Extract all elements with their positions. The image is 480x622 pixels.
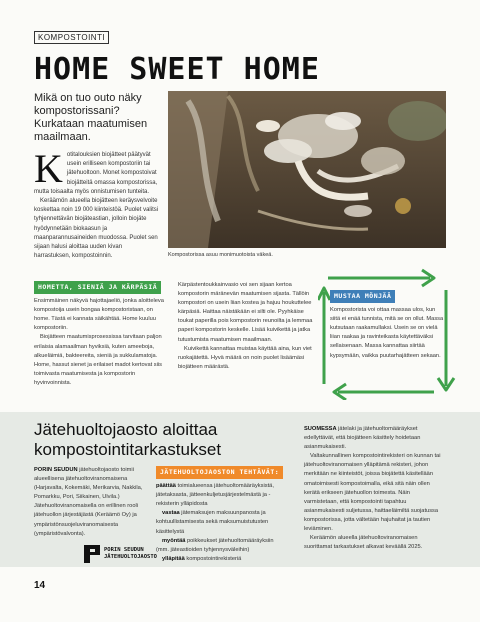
column-1-heading: HOMETTA, SIENIÄ JA KÄRPÄSIÄ <box>34 281 161 294</box>
task-2-text: jätemaksujen maksuunpanosta ja kohtuullistamisesta sekä maksumuistutusten käsittelystä <box>156 510 269 535</box>
info-column-3-p3: Keräämön alueella jätehuoltoviranomaisen suorittamat tarkastukset alkavat keväällä 2025. <box>304 535 423 551</box>
info-column-2 <box>156 466 284 564</box>
task-4-text: kompostointirekisteriä <box>184 555 242 562</box>
info-column-3-p1: jätelaki ja jätehuoltomääräykset edellyttävät, että biojätteen käsittely hoidetaan asianmukaisesti. <box>304 426 421 451</box>
column-2 <box>178 281 314 372</box>
logo-line-1: PORIN SEUDUN <box>104 547 144 553</box>
task-1-verb: päättää <box>156 483 176 490</box>
info-column-3-p2: Valtakunnallinen kompostointirekisteri on kunnan tai jätehuoltoviranomaisen ylläpitämä rekisteri, johon merkitään ne kiinteistöt, joissa biojätettä käsitellään omatoimisesti kompostoimalla, eikä sitä näin ollen kerätä erikseen jätehuollon toimesta. Näin varmistetaan, että kompostointi tapahtuu asianmukaisesti suljetussa, haittaeläimiltä suojatussa kompostorissa, jotta vältetään hajuhaitat ja tautien leviäminen. <box>304 453 441 533</box>
article-title: HOME SWEET HOME <box>34 52 320 87</box>
logo-mark-icon <box>84 545 100 563</box>
column-1-paragraph-2: Biojätteen maatumisprosessissa tarvitaan paljon erilaisia alamaailman hyviksiä, kuten ameeboja, alkueläimiä, bakteereita, sieniä ja sukkulamatoja. Home, hassut sienet ja erilaiset madot kertovat siis toimivasta maatumisesta ja kompostorin hyvinvoinnista. <box>34 334 163 386</box>
section-tag: KOMPOSTOINTI <box>34 31 109 44</box>
page-number: 14 <box>34 580 46 591</box>
photo-caption: Kompostorissa asuu monimuotoista väkeä. <box>168 252 273 258</box>
column-1-paragraph-1: Ensimmäinen näkyvä hajottajaeliö, jonka aloitteleva kompostoija usein bongaa kompostoristaan, on home. Tästä ei kannata säikähtää. Home kuuluu kompostoriin. <box>34 298 164 332</box>
info-column-1-text: jätehuoltojaosto toimii alueellisena jätehuoltoviranomaisena (Harjavalta, Kokemäki, Merikarvia, Nakkila, Pomarkku, Pori, Siikainen, Ulvila.) Jätehuoltoviranomaisella on erillinen rooli jätehuollon järjestäjästä (Keräämö Oy) ja ympäristönsuojeluviranomaisesta (ympäristövalvonta). <box>34 467 143 537</box>
intro-text <box>34 146 160 261</box>
column-1 <box>34 281 170 388</box>
intro-paragraph-1: otitalouksien biojätteet päätyvät usein erilliseen kompostoriin tai jätehuoltoon. Monet kompostoivat biojätteitä omassa kompostorissa, mutta toisaalta myös onnistumisen tunteita. <box>34 152 158 195</box>
task-3-verb: myöntää <box>162 537 186 544</box>
task-4-verb: ylläpitää <box>162 555 185 562</box>
drop-cap: K <box>34 146 63 191</box>
info-heading: Jätehuoltojaosto aloittaa kompostointitarkastukset <box>34 420 222 459</box>
intro-paragraph-2: Keräämön alueella biojätteen keräysvelvoite koskettaa noin 19 000 kiinteistöä. Puolet valitsi tyhjennettävän biojäteastian, jolloin biojäte hyödynnetään biokaasun ja maanparannusaineiden muodossa. Puolet sen sijaan halusi aloittaa uuden kivan harrastuksen, kompostoinnin. <box>34 198 159 260</box>
task-2-verb: vastaa <box>162 510 180 517</box>
logo-line-2: JÄTEHUOLTOJAOSTO <box>104 554 157 560</box>
column-3-paragraph-1: Kompostorista voi ottaa massaa ulos, kun siitä ei enää tunnista, mitä se on ollut. Massa kutsutaan raakamullaksi. Usein se on vielä liian raakaa ja ravinteikasta käytettäväksi sellaisenaan. Massa kannattaa siirtää kypsymään, vaikka puutarhajätteen sekaan. <box>330 307 444 359</box>
compost-photo <box>168 91 446 248</box>
info-column-2-heading: JÄTEHUOLTOJAOSTON TEHTÄVÄT: <box>156 466 283 479</box>
task-3-text: poikkeukset jätehuoltomääräyksiin (mm. jäteastioiden tyhjennysväleihin) <box>156 537 274 553</box>
lead-text: Mikä on tuo outo näky kompostorissani? Kurkataan maatumisen maailmaan. <box>34 92 148 143</box>
column-2-paragraph-2: Kuivikettä kannattaa muistaa käyttää aina, kun viet ruokajätettä. Hyvä määrä on noin puolet lisäämäsi biojätteen määrästä. <box>178 345 312 370</box>
info-column-3-lead: SUOMESSA <box>304 426 337 432</box>
info-column-1 <box>34 466 146 539</box>
jatehuoltojaosto-logo <box>84 545 157 563</box>
task-1-text: toimialueensa jätehuoltomääräyksistä, jätetaksasta, jätteenkuljetusjärjestelmästä ja -rekisterin ylläpidosta <box>156 483 274 508</box>
info-column-3 <box>304 425 444 552</box>
info-column-1-lead: PORIN SEUDUN <box>34 467 78 473</box>
column-2-paragraph-1: Kärpästentoukkainvasio voi sen sijaan kertoa kompostorin märänevän maatumisen sijasta. Tällöin kompostori on usein liian kostea ja hajuu houkuttelee kärpäsiä. Haittaa näistäkään ei silti ole. Pyyhkäise toukat paperilla pois kompostorin reunoilta ja lemmaa paperi kompostorin keskelle. Lisää kuivikettä ja jatka tutustumista maatumisen maailmaan. <box>178 282 313 343</box>
column-3-heading: MUSTAA MÖNJÄÄ <box>330 290 395 303</box>
column-3 <box>330 290 444 361</box>
